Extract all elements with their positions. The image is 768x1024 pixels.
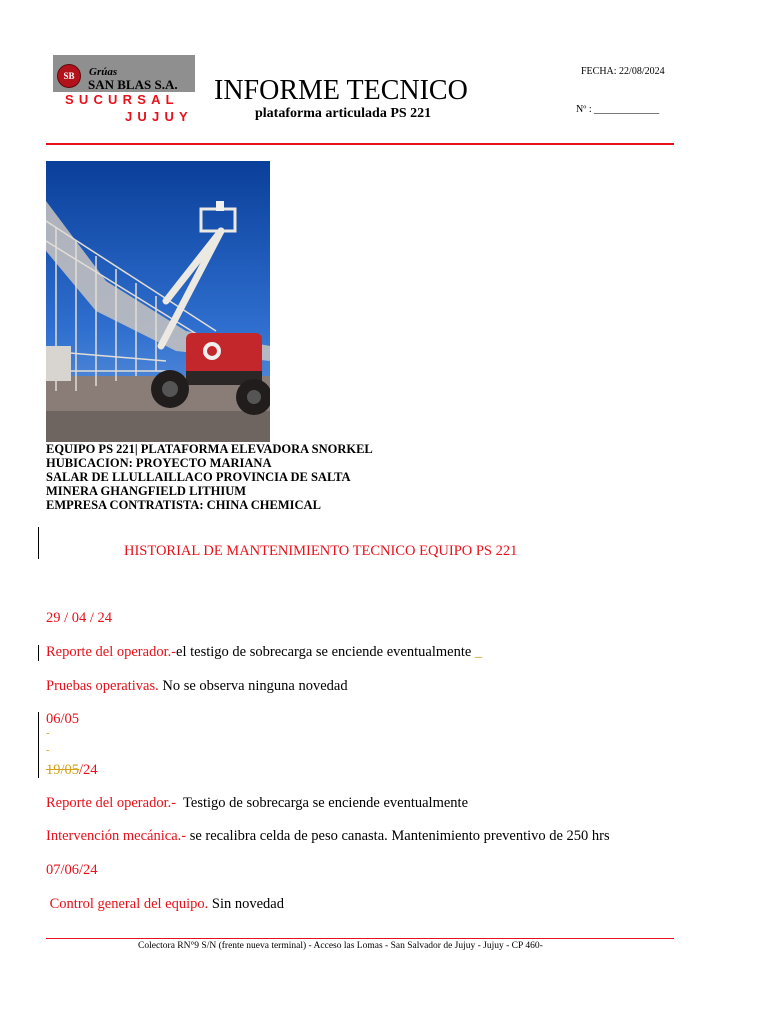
entry-report-2 bbox=[46, 795, 468, 812]
report-label: Reporte del operador.- bbox=[46, 795, 177, 811]
logo-jujuy: JUJUY bbox=[125, 109, 193, 124]
insertion-mark: _ bbox=[474, 644, 483, 660]
control-text: Sin novedad bbox=[208, 896, 284, 912]
page-title: INFORME TECNICO bbox=[214, 75, 468, 106]
tests-label: Pruebas operativas. bbox=[46, 678, 159, 694]
logo-company-name: SAN BLAS S.A. bbox=[88, 77, 178, 92]
entry-date-1: 29 / 04 / 24 bbox=[46, 610, 113, 626]
equipment-line-5: EMPRESA CONTRATISTA: CHINA CHEMICAL bbox=[46, 498, 321, 512]
equipment-line-3: SALAR DE LLULLAILLACO PROVINCIA DE SALTA bbox=[46, 470, 351, 484]
entry-date-2-revised bbox=[46, 762, 98, 779]
header-divider bbox=[46, 143, 674, 145]
footer-address: Colectora RN°9 S/N (frente nueva terminal) - Acceso las Lomas - San Salvador de Jujuy - Jujuy - CP 460- bbox=[138, 941, 543, 951]
revision-bar bbox=[38, 712, 39, 778]
boom-lift-photo-icon bbox=[46, 161, 270, 442]
logo-sucursal: SUCURSAL bbox=[65, 92, 179, 107]
entry-tests-1 bbox=[46, 678, 348, 695]
footer-divider bbox=[46, 938, 674, 939]
date-suffix: /24 bbox=[79, 762, 98, 778]
equipment-line-1: EQUIPO PS 221| PLATAFORMA ELEVADORA SNORKEL bbox=[46, 442, 373, 456]
history-title: HISTORIAL DE MANTENIMIENTO TECNICO EQUIPO PS 221 bbox=[124, 543, 518, 559]
equipment-line-4: MINERA GHANGFIELD LITHIUM bbox=[46, 484, 247, 498]
report-text: el testigo de sobrecarga se enciende eventualmente bbox=[176, 644, 472, 660]
tests-text: No se observa ninguna novedad bbox=[158, 678, 348, 694]
equipment-line-2: HUBICACION: PROYECTO MARIANA bbox=[46, 456, 272, 470]
entry-control-3 bbox=[46, 896, 284, 913]
report-number: Nº : _____________ bbox=[576, 104, 660, 115]
intervention-label: Intervención mecánica.- bbox=[46, 828, 187, 844]
report-text: Testigo de sobrecarga se enciende eventualmente bbox=[176, 795, 469, 811]
logo-seal-icon: SB bbox=[57, 64, 81, 88]
company-logo bbox=[53, 55, 195, 125]
control-label: Control general del equipo. bbox=[46, 896, 209, 912]
logo-gruas-text: Grúas bbox=[89, 66, 118, 78]
equipment-photo bbox=[46, 161, 270, 442]
revision-bar bbox=[38, 645, 39, 661]
revision-dash: - bbox=[46, 727, 50, 739]
entry-report-1 bbox=[46, 644, 482, 661]
revision-dash: - bbox=[46, 744, 50, 756]
page-subtitle: plataforma articulada PS 221 bbox=[255, 106, 432, 121]
intervention-text: se recalibra celda de peso canasta. Mantenimiento preventivo de 250 hrs bbox=[186, 828, 610, 844]
entry-date-2: 06/05 bbox=[46, 711, 80, 727]
report-label: Reporte del operador.- bbox=[46, 644, 177, 660]
entry-intervention-2 bbox=[46, 828, 610, 845]
report-date: FECHA: 22/08/2024 bbox=[581, 66, 665, 77]
entry-date-3: 07/06/24 bbox=[46, 862, 98, 878]
logo-banner bbox=[53, 55, 195, 92]
revision-bar bbox=[38, 527, 39, 559]
deleted-date: 19/05 bbox=[46, 762, 80, 778]
